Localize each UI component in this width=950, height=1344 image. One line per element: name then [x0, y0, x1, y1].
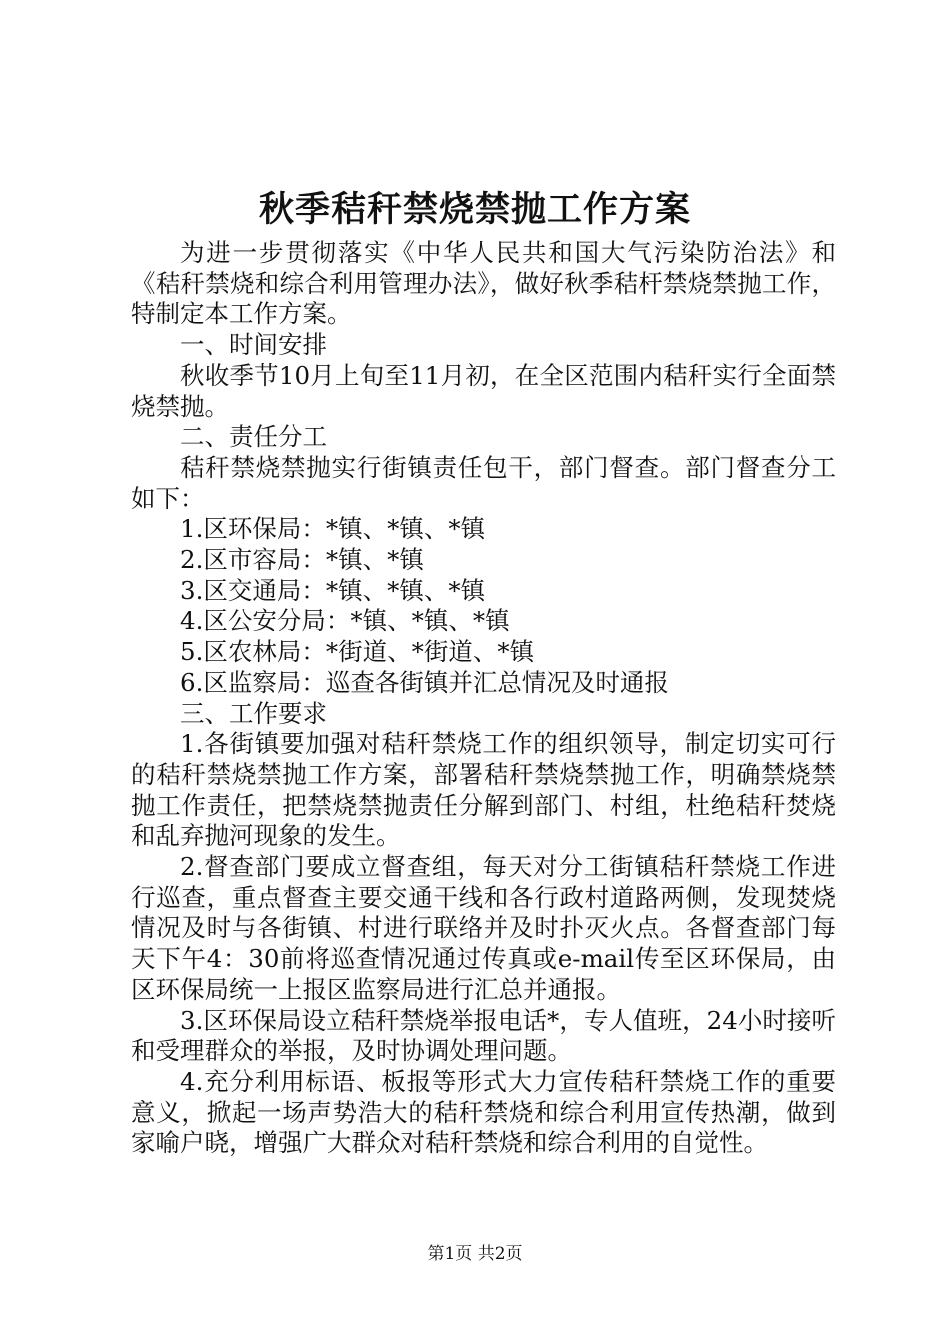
paragraph-requirement-3: 3.区环保局设立秸秆禁烧举报电话*，专人值班，24小时接听和受理群众的举报，及时协调处理问题。	[131, 1005, 836, 1066]
list-item-responsibility-5: 5.区农林局：*街道、*街道、*镇	[180, 637, 535, 667]
heading-time-schedule: 一、时间安排	[180, 330, 327, 360]
heading-requirements: 三、工作要求	[180, 698, 327, 728]
document-body	[131, 238, 836, 1159]
list-item-responsibility-1: 1.区环保局：*镇、*镇、*镇	[180, 514, 486, 544]
paragraph-requirement-1: 1.各街镇要加强对秸秆禁烧工作的组织领导，制定切实可行的秸秆禁烧禁抛工作方案，部署秸秆禁烧禁抛工作，明确禁烧禁抛工作责任，把禁烧禁抛责任分解到部门、村组，杜绝秸秆焚烧和乱弃抛河现象的发生。	[131, 729, 836, 851]
list-item-responsibility-2: 2.区市容局：*镇、*镇	[180, 545, 424, 575]
paragraph-requirement-4: 4.充分利用标语、板报等形式大力宣传秸秆禁烧工作的重要意义，掀起一场声势浩大的秸秆禁烧和综合利用宣传热潮，做到家喻户晓，增强广大群众对秸秆禁烧和综合利用的自觉性。	[131, 1066, 836, 1158]
paragraph-intro: 为进一步贯彻落实《中华人民共和国大气污染防治法》和《秸秆禁烧和综合利用管理办法》，做好秋季秸杆禁烧禁抛工作，特制定本工作方案。	[131, 238, 836, 329]
page-footer: 第1页 共2页	[427, 1244, 523, 1264]
heading-responsibility: 二、责任分工	[180, 422, 327, 452]
document-title: 秋季秸秆禁烧禁抛工作方案	[258, 189, 691, 230]
paragraph-time-schedule: 秋收季节10月上旬至11月初，在全区范围内秸秆实行全面禁烧禁抛。	[131, 360, 836, 421]
list-item-responsibility-6: 6.区监察局：巡查各街镇并汇总情况及时通报	[180, 667, 669, 697]
list-item-responsibility-3: 3.区交通局：*镇、*镇、*镇	[180, 575, 486, 605]
paragraph-responsibility: 秸秆禁烧禁抛实行街镇责任包干，部门督查。部门督查分工如下：	[131, 452, 836, 513]
list-item-responsibility-4: 4.区公安分局：*镇、*镇、*镇	[180, 606, 510, 636]
paragraph-requirement-2: 2.督查部门要成立督查组，每天对分工街镇秸秆禁烧工作进行巡查，重点督查主要交通干线和各行政村道路两侧，发现焚烧情况及时与各街镇、村进行联络并及时扑灭火点。各督查部门每天下午4：30前将巡查情况通过传真或e-mail传至区环保局，由区环保局统一上报区监察局进行汇总并通报。	[131, 852, 836, 1004]
